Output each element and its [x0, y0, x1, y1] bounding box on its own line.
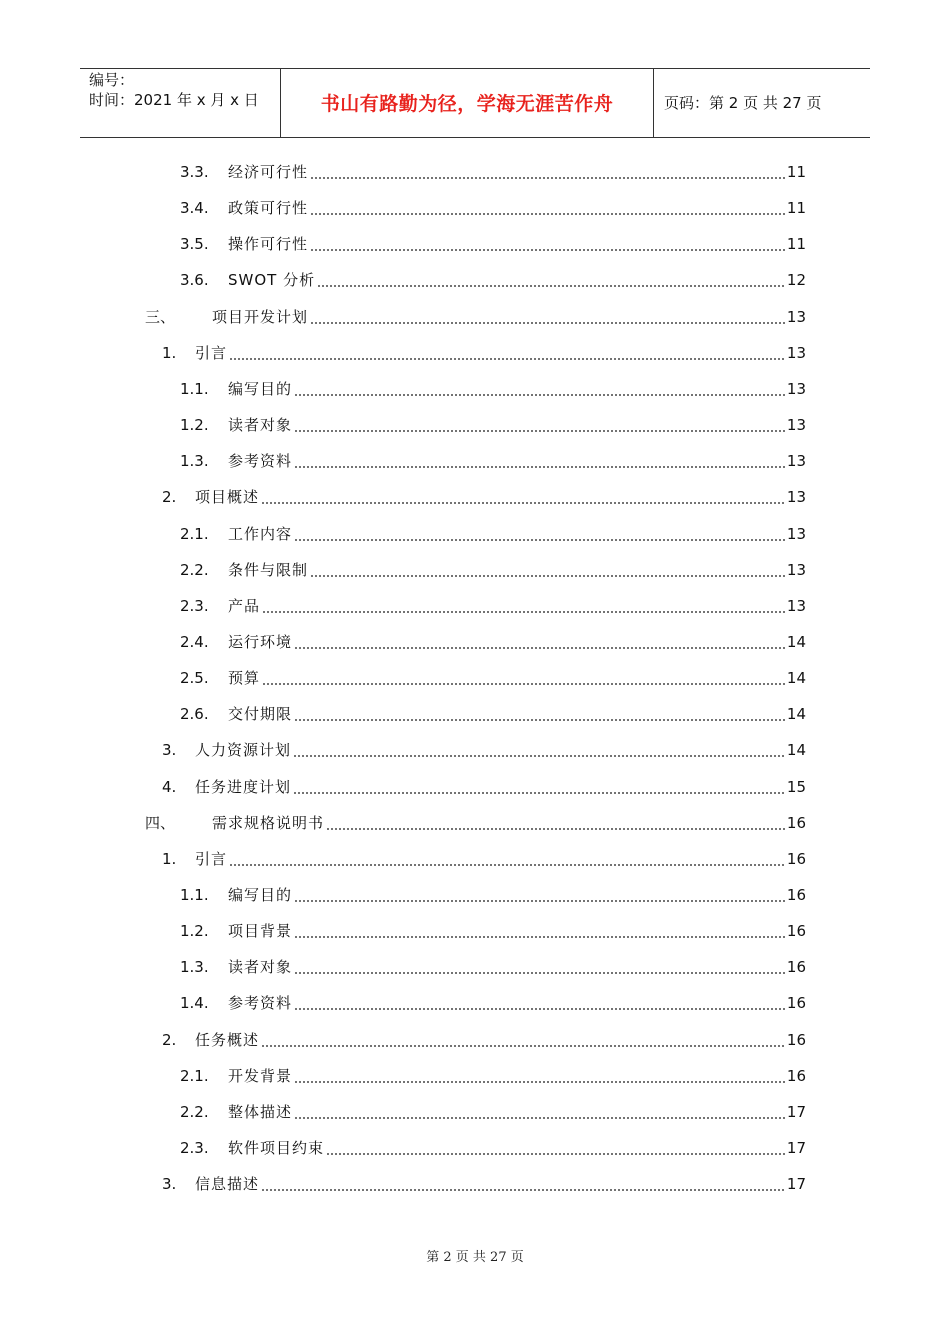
header-page-code: 页码：第 2 页 共 27 页: [664, 94, 822, 112]
toc-dot-leader: [293, 792, 785, 794]
toc-entry-title: 工作内容: [228, 524, 293, 543]
toc-dot-leader: [294, 466, 785, 468]
toc-entry[interactable]: [180, 881, 806, 905]
toc-entry-page: 16: [786, 813, 806, 832]
toc-entry-title: 需求规格说明书: [212, 813, 325, 832]
toc-entry-title: 项目开发计划: [212, 307, 309, 326]
toc-entry-page: 14: [786, 741, 806, 760]
toc-entry[interactable]: [145, 303, 806, 327]
toc-entry-title: 预算: [228, 669, 261, 688]
toc-dot-leader: [294, 539, 785, 541]
toc-entry-page: 16: [786, 886, 806, 904]
toc-entry-page: 13: [786, 596, 806, 615]
toc-entry-title: 产品: [228, 596, 261, 615]
toc-entry-number: 2.2.: [180, 560, 209, 579]
toc-entry-page: 13: [786, 524, 806, 543]
toc-entry-title: 编写目的: [228, 379, 293, 398]
toc-entry-title: 交付期限: [228, 705, 293, 724]
toc-entry[interactable]: [180, 628, 806, 652]
toc-entry-number: 2.1.: [180, 524, 209, 543]
toc-entry-page: 17: [786, 1175, 806, 1194]
toc-entry-number: 2.2.: [180, 1102, 209, 1121]
toc-entry-title: 操作可行性: [228, 235, 309, 254]
toc-dot-leader: [262, 611, 785, 613]
toc-entry[interactable]: [180, 700, 806, 724]
toc-entry[interactable]: [180, 230, 806, 254]
toc-entry-title: SWOT 分析: [228, 271, 316, 290]
toc-dot-leader: [310, 213, 785, 215]
toc-entry-title: 任务进度计划: [195, 777, 292, 796]
toc-entry-title: 整体描述: [228, 1102, 293, 1121]
toc-entry-number: 1.1.: [180, 379, 209, 398]
toc-entry[interactable]: [180, 375, 806, 399]
toc-entry[interactable]: [162, 1026, 806, 1050]
toc-dot-leader: [317, 285, 785, 287]
toc-entry[interactable]: [162, 339, 806, 363]
toc-entry-page: 13: [786, 452, 806, 471]
toc-entry[interactable]: [180, 520, 806, 544]
toc-entry[interactable]: [162, 1170, 806, 1194]
toc-entry[interactable]: [162, 736, 806, 760]
toc-entry-number: 3.3.: [180, 163, 209, 181]
toc-dot-leader: [261, 502, 785, 504]
toc-entry[interactable]: [180, 158, 806, 182]
toc-entry-page: 17: [786, 1102, 806, 1121]
toc-entry[interactable]: [180, 556, 806, 580]
toc-entry-page: 11: [786, 163, 806, 181]
toc-entry-page: 12: [786, 271, 806, 290]
toc-entry-number: 3.6.: [180, 271, 209, 290]
toc-entry-number: 3.4.: [180, 199, 209, 218]
toc-entry-number: 1.3.: [180, 452, 209, 471]
toc-entry-number: 2.6.: [180, 705, 209, 724]
toc-entry-page: 14: [786, 632, 806, 651]
toc-entry-page: 14: [786, 705, 806, 724]
toc-entry[interactable]: [180, 266, 806, 290]
toc-entry[interactable]: [180, 194, 806, 218]
toc-entry-page: 16: [786, 994, 806, 1013]
toc-entry-title: 条件与限制: [228, 560, 309, 579]
toc-entry[interactable]: [180, 447, 806, 471]
toc-entry-page: 11: [786, 199, 806, 218]
toc-entry[interactable]: [180, 917, 806, 941]
toc-entry-title: 读者对象: [228, 416, 293, 435]
toc-entry-title: 编写目的: [228, 886, 293, 904]
toc-entry-number: 2.1.: [180, 1066, 209, 1085]
toc-dot-leader: [229, 358, 785, 360]
toc-entry[interactable]: [180, 1062, 806, 1086]
toc-dot-leader: [310, 249, 785, 251]
toc-dot-leader: [310, 322, 785, 324]
toc-entry-number: 1.3.: [180, 958, 209, 977]
toc-entry-number: 1.2.: [180, 922, 209, 941]
toc-entry-title: 任务概述: [195, 1030, 260, 1049]
toc-dot-leader: [294, 719, 785, 721]
document-number-label: 编号：: [89, 71, 135, 89]
toc-dot-leader: [326, 1153, 785, 1155]
toc-dot-leader: [294, 936, 785, 938]
toc-entry-title: 经济可行性: [228, 163, 309, 181]
toc-entry-title: 信息描述: [195, 1175, 260, 1194]
document-date-label: 时间：2021 年 x 月 x 日: [89, 91, 259, 109]
toc-dot-leader: [326, 828, 785, 830]
toc-entry[interactable]: [162, 845, 806, 869]
toc-entry-number: 2.3.: [180, 596, 209, 615]
toc-entry-number: 2.: [162, 488, 177, 507]
toc-entry[interactable]: [180, 953, 806, 977]
toc-dot-leader: [294, 1081, 785, 1083]
toc-entry-number: 1.: [162, 343, 177, 362]
toc-entry-number: 三、: [145, 307, 176, 326]
toc-entry-number: 3.5.: [180, 235, 209, 254]
toc-dot-leader: [294, 1008, 785, 1010]
toc-dot-leader: [229, 864, 785, 866]
toc-entry[interactable]: [180, 592, 806, 616]
toc-entry-page: 13: [786, 343, 806, 362]
toc-entry[interactable]: [180, 1134, 806, 1158]
toc-entry-title: 项目概述: [195, 488, 260, 507]
toc-entry-page: 17: [786, 1139, 806, 1158]
toc-dot-leader: [294, 1117, 785, 1119]
toc-entry[interactable]: [162, 773, 806, 797]
toc-entry-number: 四、: [145, 813, 176, 832]
toc-entry-title: 读者对象: [228, 958, 293, 977]
toc-dot-leader: [261, 1045, 785, 1047]
toc-entry-number: 1.1.: [180, 886, 209, 904]
toc-entry-number: 3.: [162, 1175, 177, 1194]
toc-entry-page: 13: [786, 416, 806, 435]
toc-entry-page: 11: [786, 235, 806, 254]
toc-entry-number: 2.4.: [180, 632, 209, 651]
toc-entry[interactable]: [162, 483, 806, 507]
toc-entry-page: 13: [786, 488, 806, 507]
toc-entry-title: 运行环境: [228, 632, 293, 651]
toc-entry-title: 人力资源计划: [195, 741, 292, 760]
toc-dot-leader: [294, 430, 785, 432]
toc-entry-page: 13: [786, 307, 806, 326]
toc-entry-number: 2.: [162, 1030, 177, 1049]
toc-entry-page: 13: [786, 379, 806, 398]
toc-entry-number: 1.2.: [180, 416, 209, 435]
toc-entry-number: 1.: [162, 849, 177, 868]
toc-entry-title: 参考资料: [228, 452, 293, 471]
toc-dot-leader: [262, 683, 785, 685]
toc-entry-title: 引言: [195, 849, 228, 868]
toc-dot-leader: [310, 177, 785, 179]
toc-dot-leader: [293, 755, 785, 757]
toc-dot-leader: [310, 575, 785, 577]
toc-dot-leader: [261, 1189, 785, 1191]
toc-entry-title: 政策可行性: [228, 199, 309, 218]
toc-entry-title: 引言: [195, 343, 228, 362]
toc-entry-title: 参考资料: [228, 994, 293, 1013]
toc-entry-number: 2.3.: [180, 1139, 209, 1158]
toc-entry[interactable]: [180, 1098, 806, 1122]
toc-entry-number: 4.: [162, 777, 177, 796]
toc-entry-page: 16: [786, 849, 806, 868]
header-motto: 书山有路勤为径，学海无涯苦作舟: [320, 93, 614, 115]
toc-entry[interactable]: [145, 809, 806, 833]
toc-entry-title: 项目背景: [228, 922, 293, 941]
toc-entry-number: 1.4.: [180, 994, 209, 1013]
toc-entry-page: 16: [786, 922, 806, 941]
toc-entry[interactable]: [180, 989, 806, 1013]
toc-entry-page: 16: [786, 958, 806, 977]
toc-entry-title: 软件项目约束: [228, 1139, 325, 1158]
toc-entry[interactable]: [180, 664, 806, 688]
toc-entry-page: 15: [786, 777, 806, 796]
toc-entry-page: 16: [786, 1066, 806, 1085]
toc-dot-leader: [294, 647, 785, 649]
page-footer: 第 2 页 共 27 页: [426, 1250, 524, 1265]
toc-entry-title: 开发背景: [228, 1066, 293, 1085]
toc-dot-leader: [294, 972, 785, 974]
toc-entry-page: 13: [786, 560, 806, 579]
toc-dot-leader: [294, 900, 785, 902]
toc-entry-page: 16: [786, 1030, 806, 1049]
toc-dot-leader: [294, 394, 785, 396]
toc-entry-number: 2.5.: [180, 669, 209, 688]
toc-entry-page: 14: [786, 669, 806, 688]
toc-entry-number: 3.: [162, 741, 177, 760]
toc-entry[interactable]: [180, 411, 806, 435]
